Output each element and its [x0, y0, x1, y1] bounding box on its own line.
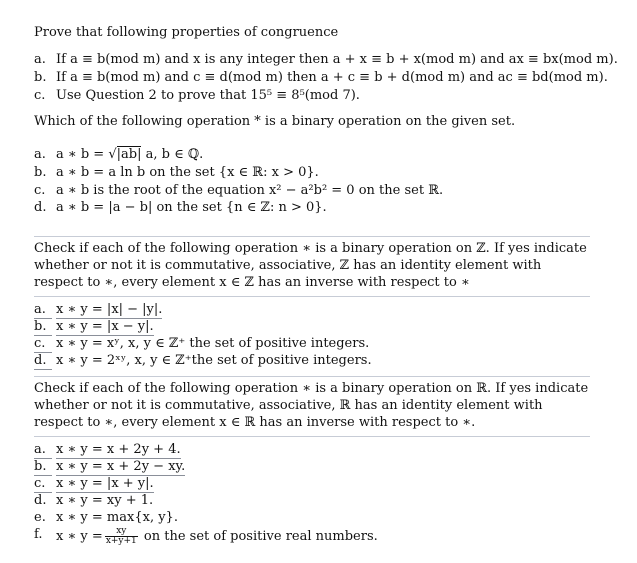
item-label: b. — [34, 459, 52, 476]
item-text: x ∗ y = |x + y|. — [56, 476, 154, 491]
section3-title: Check if each of the following operation ∗ is a binary operation on ℤ. If yes indicate whether or not it is commutative, associative, ℤ has an identity element with respect to ∗, every element x ∈ ℤ has an inverse with respect to ∗ — [34, 241, 587, 290]
section4-title: Check if each of the following operation ∗ is a binary operation on ℝ. If yes indicate whether or not it is commutative, associative, ℝ has an identity element with respect to ∗, every element x ∈ ℝ has an inverse with respect to ∗. — [34, 381, 589, 430]
item-label: d. — [34, 353, 52, 370]
sqrt-suffix: a, b ∈ ℚ. — [141, 147, 204, 162]
item-label: a. — [34, 302, 52, 319]
item-label: e. — [34, 510, 46, 525]
item-label: b. — [34, 70, 47, 85]
item-text: x ∗ y = x + 2y − xy. — [56, 459, 186, 474]
item-label: c. — [34, 183, 46, 198]
item-text — [56, 527, 378, 546]
item-text: a ∗ b = |a − b| on the set {n ∈ ℤ: n > 0}. — [56, 200, 327, 215]
section1-title: Prove that following properties of congruence — [34, 25, 339, 40]
fraction-denominator: x+y+1 — [105, 536, 137, 546]
item-text: x ∗ y = 2ˣʸ, x, y ∈ ℤ⁺the set of positive integers. — [56, 353, 372, 368]
divider — [34, 436, 590, 437]
item-text: x ∗ y = xʸ, x, y ∈ ℤ⁺ the set of positive integers. — [56, 336, 370, 351]
item-text: x ∗ y = |x − y|. — [56, 319, 154, 334]
fraction-suffix: on the set of positive real numbers. — [139, 529, 378, 544]
item-text: If a ≡ b(mod m) and c ≡ d(mod m) then a + c ≡ b + d(mod m) and ac ≡ bd(mod m). — [56, 70, 608, 85]
item-text: Use Question 2 to prove that 15⁵ ≡ 8⁵(mod 7). — [56, 88, 360, 103]
divider — [34, 376, 590, 377]
divider — [34, 296, 590, 297]
item-text — [56, 147, 203, 163]
item-label: b. — [34, 319, 52, 336]
item-label: f. — [34, 527, 43, 542]
sqrt-prefix: a ∗ b = √ — [56, 147, 117, 162]
item-label: d. — [34, 200, 47, 215]
item-text: a ∗ b is the root of the equation x² − a²b² = 0 on the set ℝ. — [56, 183, 444, 198]
item-label: c. — [34, 336, 52, 353]
item-label: c. — [34, 88, 46, 103]
item-label: b. — [34, 165, 47, 180]
divider — [34, 236, 590, 237]
item-label: a. — [34, 147, 46, 162]
item-text: If a ≡ b(mod m) and x is any integer then a + x ≡ b + x(mod m) and ax ≡ bx(mod m). — [56, 52, 618, 67]
item-label: d. — [34, 493, 47, 508]
fraction — [105, 527, 138, 546]
section2-title: Which of the following operation * is a binary operation on the given set. — [34, 114, 516, 129]
item-label: c. — [34, 476, 52, 493]
item-label: a. — [34, 442, 52, 459]
item-text: x ∗ y = xy + 1. — [56, 493, 154, 508]
fraction-prefix: x ∗ y = — [56, 529, 103, 544]
item-text: a ∗ b = a ln b on the set {x ∈ ℝ: x > 0}. — [56, 165, 319, 180]
item-text: x ∗ y = x + 2y + 4. — [56, 442, 181, 457]
fraction-numerator: xy — [105, 527, 138, 537]
item-text: x ∗ y = max{x, y}. — [56, 510, 178, 525]
item-text: x ∗ y = |x| − |y|. — [56, 302, 163, 317]
item-label: a. — [34, 52, 46, 67]
sqrt-radicand: |ab| — [116, 147, 142, 162]
